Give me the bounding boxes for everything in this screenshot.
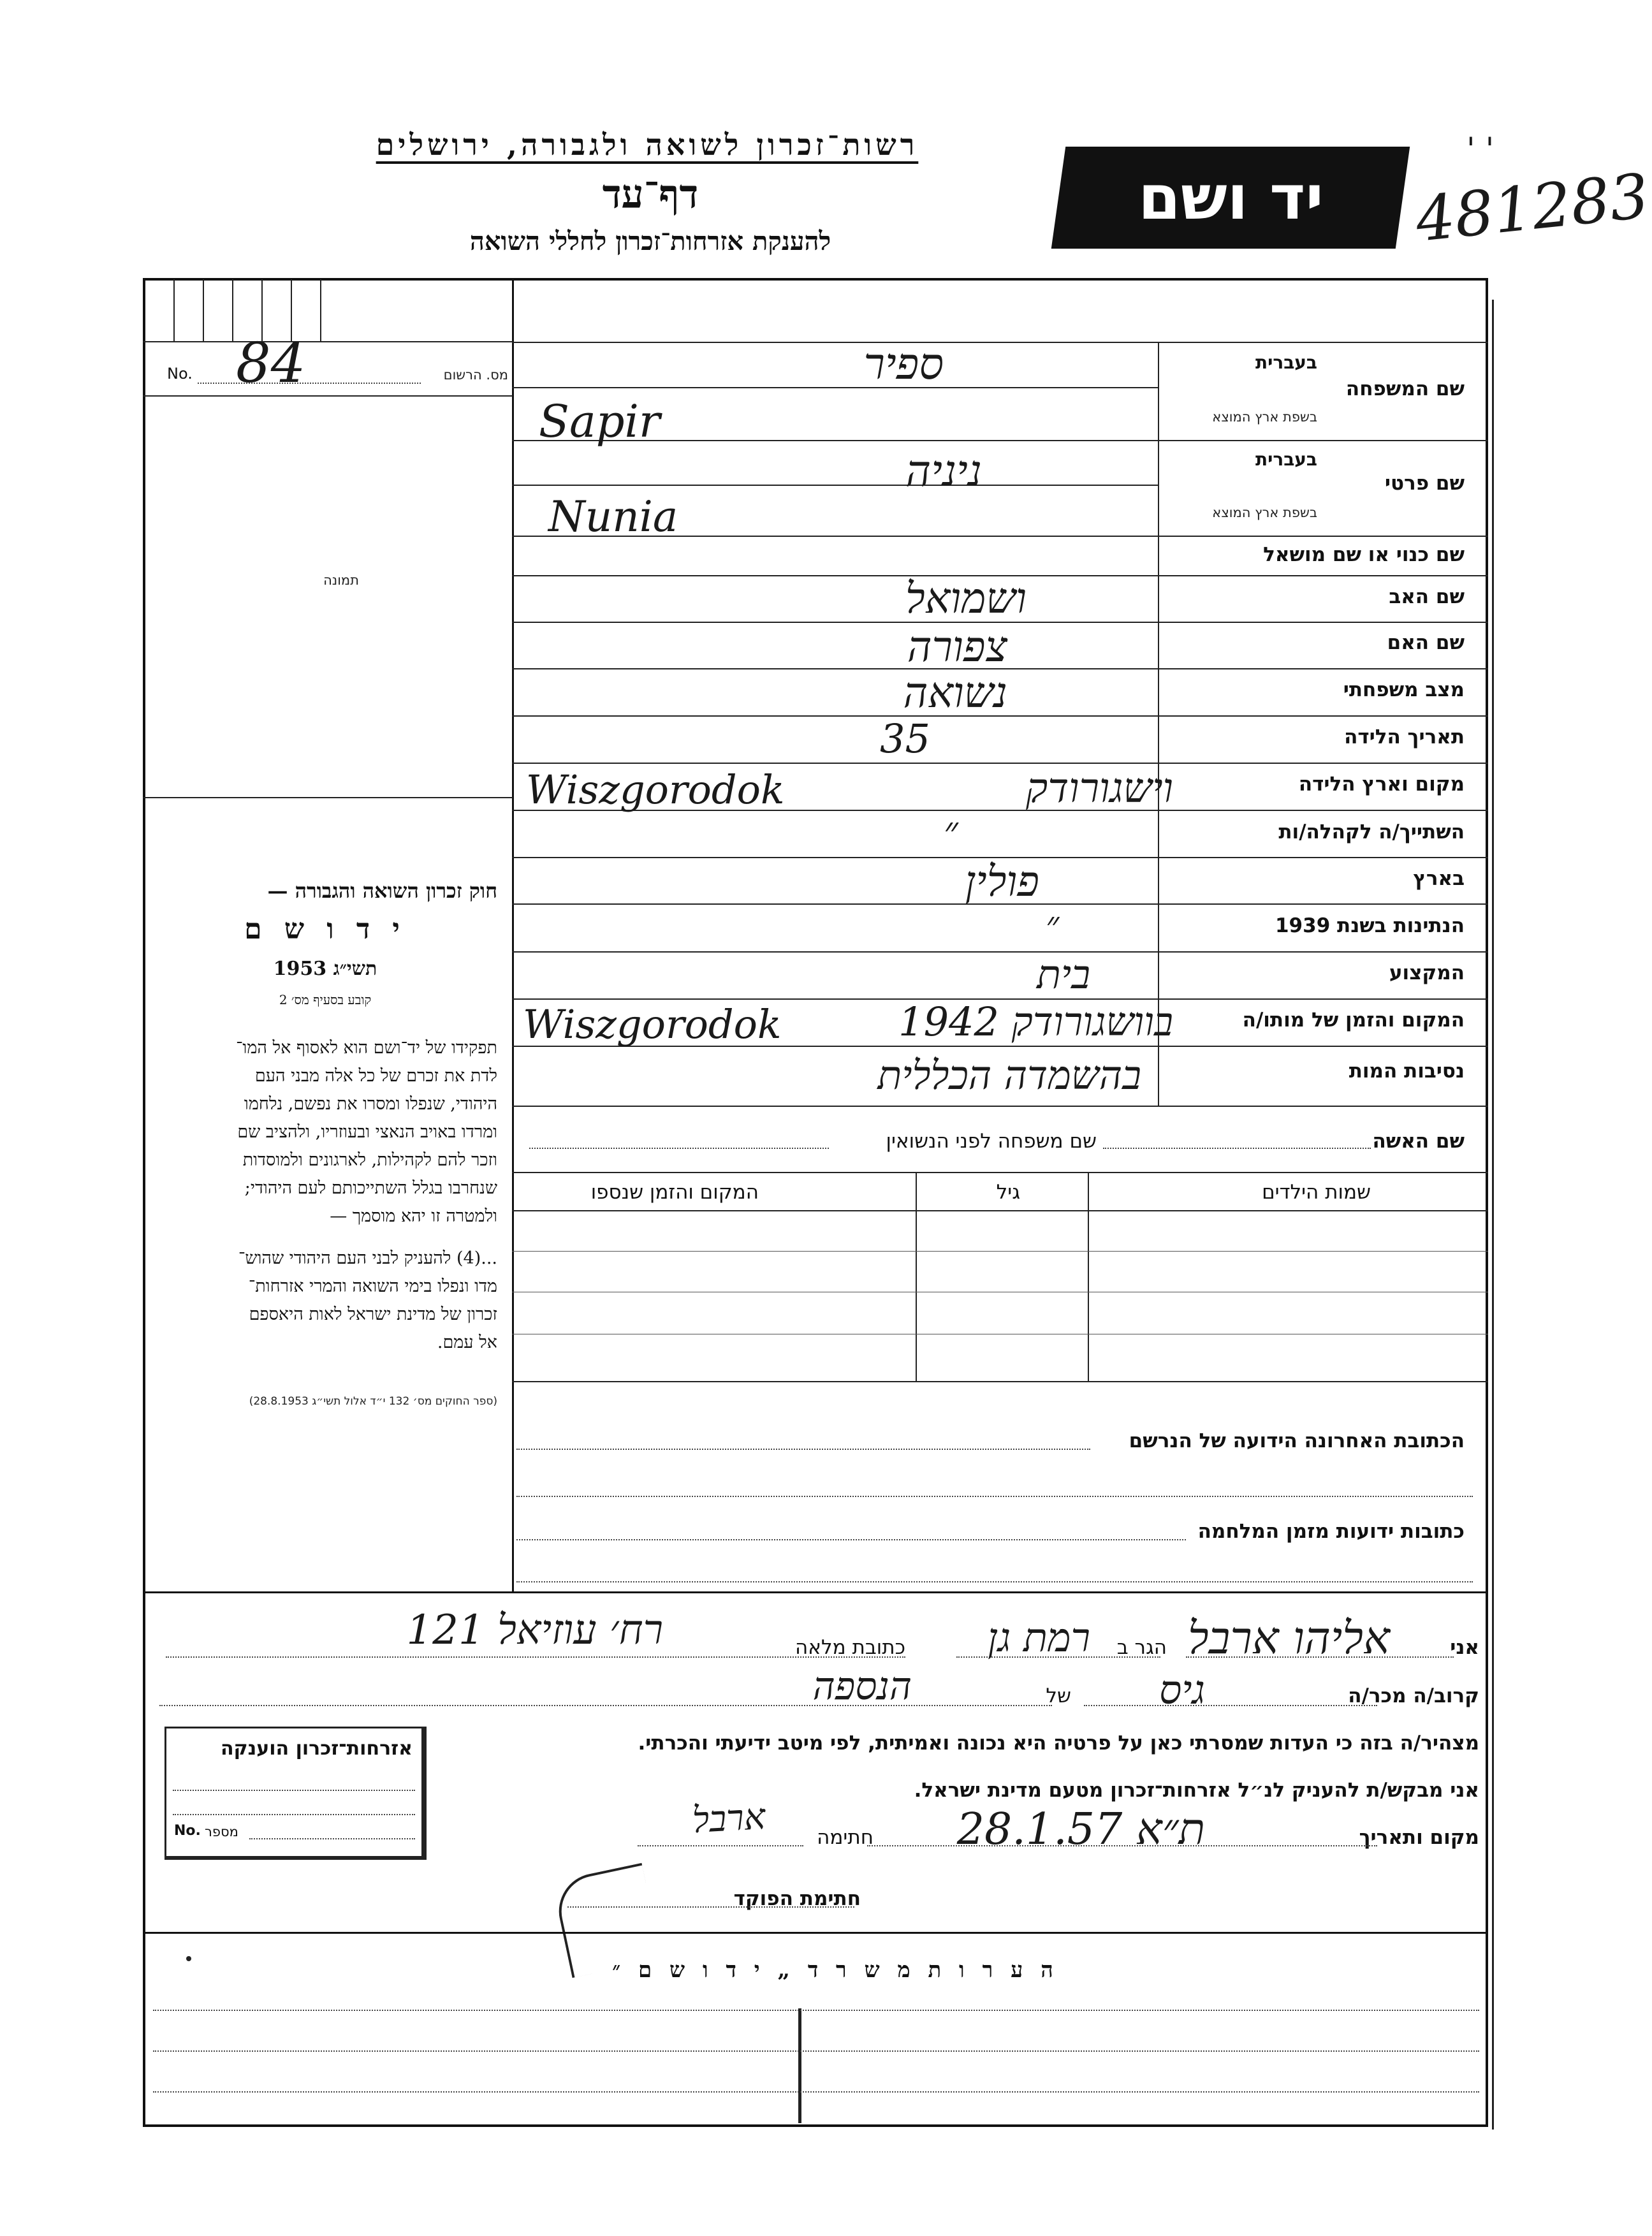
death-circumstances-label: נסיבות המות	[1349, 1060, 1465, 1083]
surname-hebrew-sub: בעברית	[1255, 352, 1317, 373]
spouse-label: שם האשה	[1372, 1130, 1465, 1153]
declarant-resides-label: הגר ב	[1116, 1636, 1167, 1659]
nickname-label: שם כנוי או שם מושאל	[1263, 543, 1465, 566]
first-name-hebrew-value: ניניה	[905, 446, 982, 497]
top-marks: ' '	[1466, 131, 1495, 168]
authority-title: רשות־זכרון לשואה ולגבורה, ירושלים	[376, 128, 919, 162]
officer-signature-label: חתימת הפוקד	[733, 1887, 861, 1910]
children-names-header: שמות הילדים	[1262, 1181, 1371, 1204]
death-place-time-hebrew-value: בוושגורודק 1942	[898, 998, 1173, 1045]
community-label: השתייך/ה לקהלה/ות	[1278, 821, 1465, 844]
last-address-label: הכתובת האחרונה הידועה של הנרשם	[1129, 1429, 1465, 1452]
law-paragraph-2: ...(4) להעניק לבני העם היהודי שהוש־ מדו ונפלו בימי השואה והמרי אזרחות־ זכרון של מדינת ישראל לאות היאספם אל עמם.	[238, 1248, 497, 1352]
father-name-label: שם האב	[1389, 585, 1465, 608]
grant-box-number-label: מספר	[205, 1824, 238, 1839]
notes-bullet	[186, 1956, 191, 1961]
registration-number: 84	[236, 332, 306, 395]
relative-label: קרוב/ה מכר/ה	[1348, 1684, 1479, 1707]
first-name-native-sub: בשפת ארץ המוצא	[1212, 505, 1317, 520]
first-name-hebrew-sub: בעברית	[1255, 449, 1317, 470]
archive-number: 481283	[1412, 160, 1652, 256]
law-title: חוק זכרון השואה והגבורה —	[267, 879, 497, 903]
surname-native-sub: בשפת ארץ המוצא	[1212, 409, 1317, 425]
label-column-divider	[1158, 342, 1159, 1106]
birth-date-label: תאריך הלידה	[1344, 726, 1465, 749]
form-subtitle: להענקת אזרחות־זכרון לחללי השואה	[469, 226, 831, 256]
children-death-place-header: המקום והזמן שנספו	[590, 1181, 759, 1204]
declaration-text: מצהיר/ה בזה כי העדות שמסרתי כאן על פרטיה היא נכונה ואמיתית, לפי מיטב ידיעתי והכרתי.	[638, 1732, 1479, 1755]
law-citation: (ספר החוקים מס׳ 132 י״ד אלול תשי״ג 28.8.1953)	[249, 1395, 497, 1408]
first-name-native-value: Nunia	[548, 492, 678, 541]
profession-label: המקצוע	[1389, 961, 1465, 984]
office-notes-title: ה ע ר ו ת מ ש ר ד „ י ד ו ש ם ״	[612, 1957, 1058, 1983]
law-year: תשי״ג 1953	[273, 958, 377, 980]
registration-label: מס. הרשום	[443, 367, 508, 383]
surname-native-value: Sapir	[539, 395, 661, 448]
country-value: פולין	[965, 857, 1039, 906]
form-title: דף־עד	[602, 171, 699, 217]
relation-value: גיס	[1159, 1667, 1205, 1713]
citizenship-value: ״	[1046, 904, 1060, 946]
grant-box-title: אזרחות־זכרון הוענקה	[220, 1737, 413, 1760]
birth-place-latin-value: Wiszgorodok	[526, 766, 785, 813]
law-name: י ד ו ש ם	[244, 913, 406, 946]
surname-label: שם המשפחה	[1345, 377, 1465, 400]
birth-date-value: 35	[880, 715, 930, 762]
profession-value: בית	[1037, 951, 1090, 998]
spouse-maiden-label: שם משפחה לפני הנשואין	[886, 1130, 1097, 1153]
death-place-time-label: המקום והזמן של מותו/ה	[1242, 1009, 1465, 1032]
children-age-header: גיל	[996, 1181, 1020, 1204]
declarant-i-label: אני	[1450, 1636, 1479, 1659]
surname-hebrew-value: ספיר	[863, 339, 944, 390]
request-text: אני מבקש/ת להעניק לנ״ל אזרחות־זכרון מטעם מדינת ישראל.	[914, 1779, 1479, 1802]
death-place-time-latin-value: Wiszgorodok	[523, 1001, 782, 1048]
declarant-signature: ארבל	[691, 1796, 766, 1841]
citizenship-label: הנתינות בשנת 1939	[1275, 914, 1465, 937]
of-label: של	[1046, 1684, 1071, 1707]
mother-name-value: צפורה	[907, 622, 1007, 671]
birth-place-hebrew-value: וישגורודק	[1025, 765, 1173, 812]
war-addresses-label: כתובות ידועות מזמן המלחמה	[1197, 1520, 1465, 1543]
place-date-label: מקום ותאריך	[1359, 1826, 1479, 1849]
grant-box-no-label: No.	[174, 1823, 201, 1839]
father-name-value: ושמואל	[905, 574, 1027, 623]
law-section: קובע בסעיף מס׳ 2	[279, 992, 372, 1007]
birth-place-label: מקום וארץ הלידה	[1298, 773, 1465, 796]
marital-status-value: נשואה	[903, 668, 1007, 717]
place-date-value: ת״א 28.1.57	[956, 1804, 1205, 1855]
yad-vashem-logo	[1051, 147, 1410, 249]
death-circumstances-value: בהשמדה הכללית	[877, 1052, 1141, 1099]
law-paragraph-1: תפקידו של יד־ושם הוא לאסוף אל המו־ לדת את זכרם של כל אלה מבני העם היהודי, שנפלו ומסרו את נפשם, נלחמו ומרדו באויב הנאצי ובעוזריו, ולהציב שם וזכר להם לקהילות, לארגונים ולמוסדות שנחרבו בגלל השתייכותם לעם היהודי; ולמטרה זו יהא מוסמך —	[236, 1038, 497, 1226]
photo-label: תמונה	[323, 573, 359, 588]
declarant-name-value: אליהו ארבל	[1187, 1612, 1390, 1664]
deceased-ref-value: הנספה	[812, 1664, 912, 1709]
declarant-address-value: רח׳ עוזיאל 121	[406, 1607, 663, 1654]
country-label: בארץ	[1413, 867, 1465, 890]
marital-status-label: מצב משפחתי	[1343, 678, 1465, 701]
community-value: ״	[944, 808, 958, 853]
declarant-address-label: כתובת מלאה	[794, 1636, 905, 1659]
citizenship-grant-box	[164, 1727, 427, 1860]
signature-label: חתימה	[817, 1826, 874, 1849]
first-name-label: שם פרטי	[1384, 472, 1465, 495]
logo-text: יד ושם	[1137, 162, 1324, 233]
left-column-divider	[512, 278, 514, 1591]
declarant-city-value: רמת גן	[988, 1614, 1090, 1661]
registration-no-label: No.	[167, 365, 193, 383]
mother-name-label: שם האם	[1387, 631, 1465, 654]
